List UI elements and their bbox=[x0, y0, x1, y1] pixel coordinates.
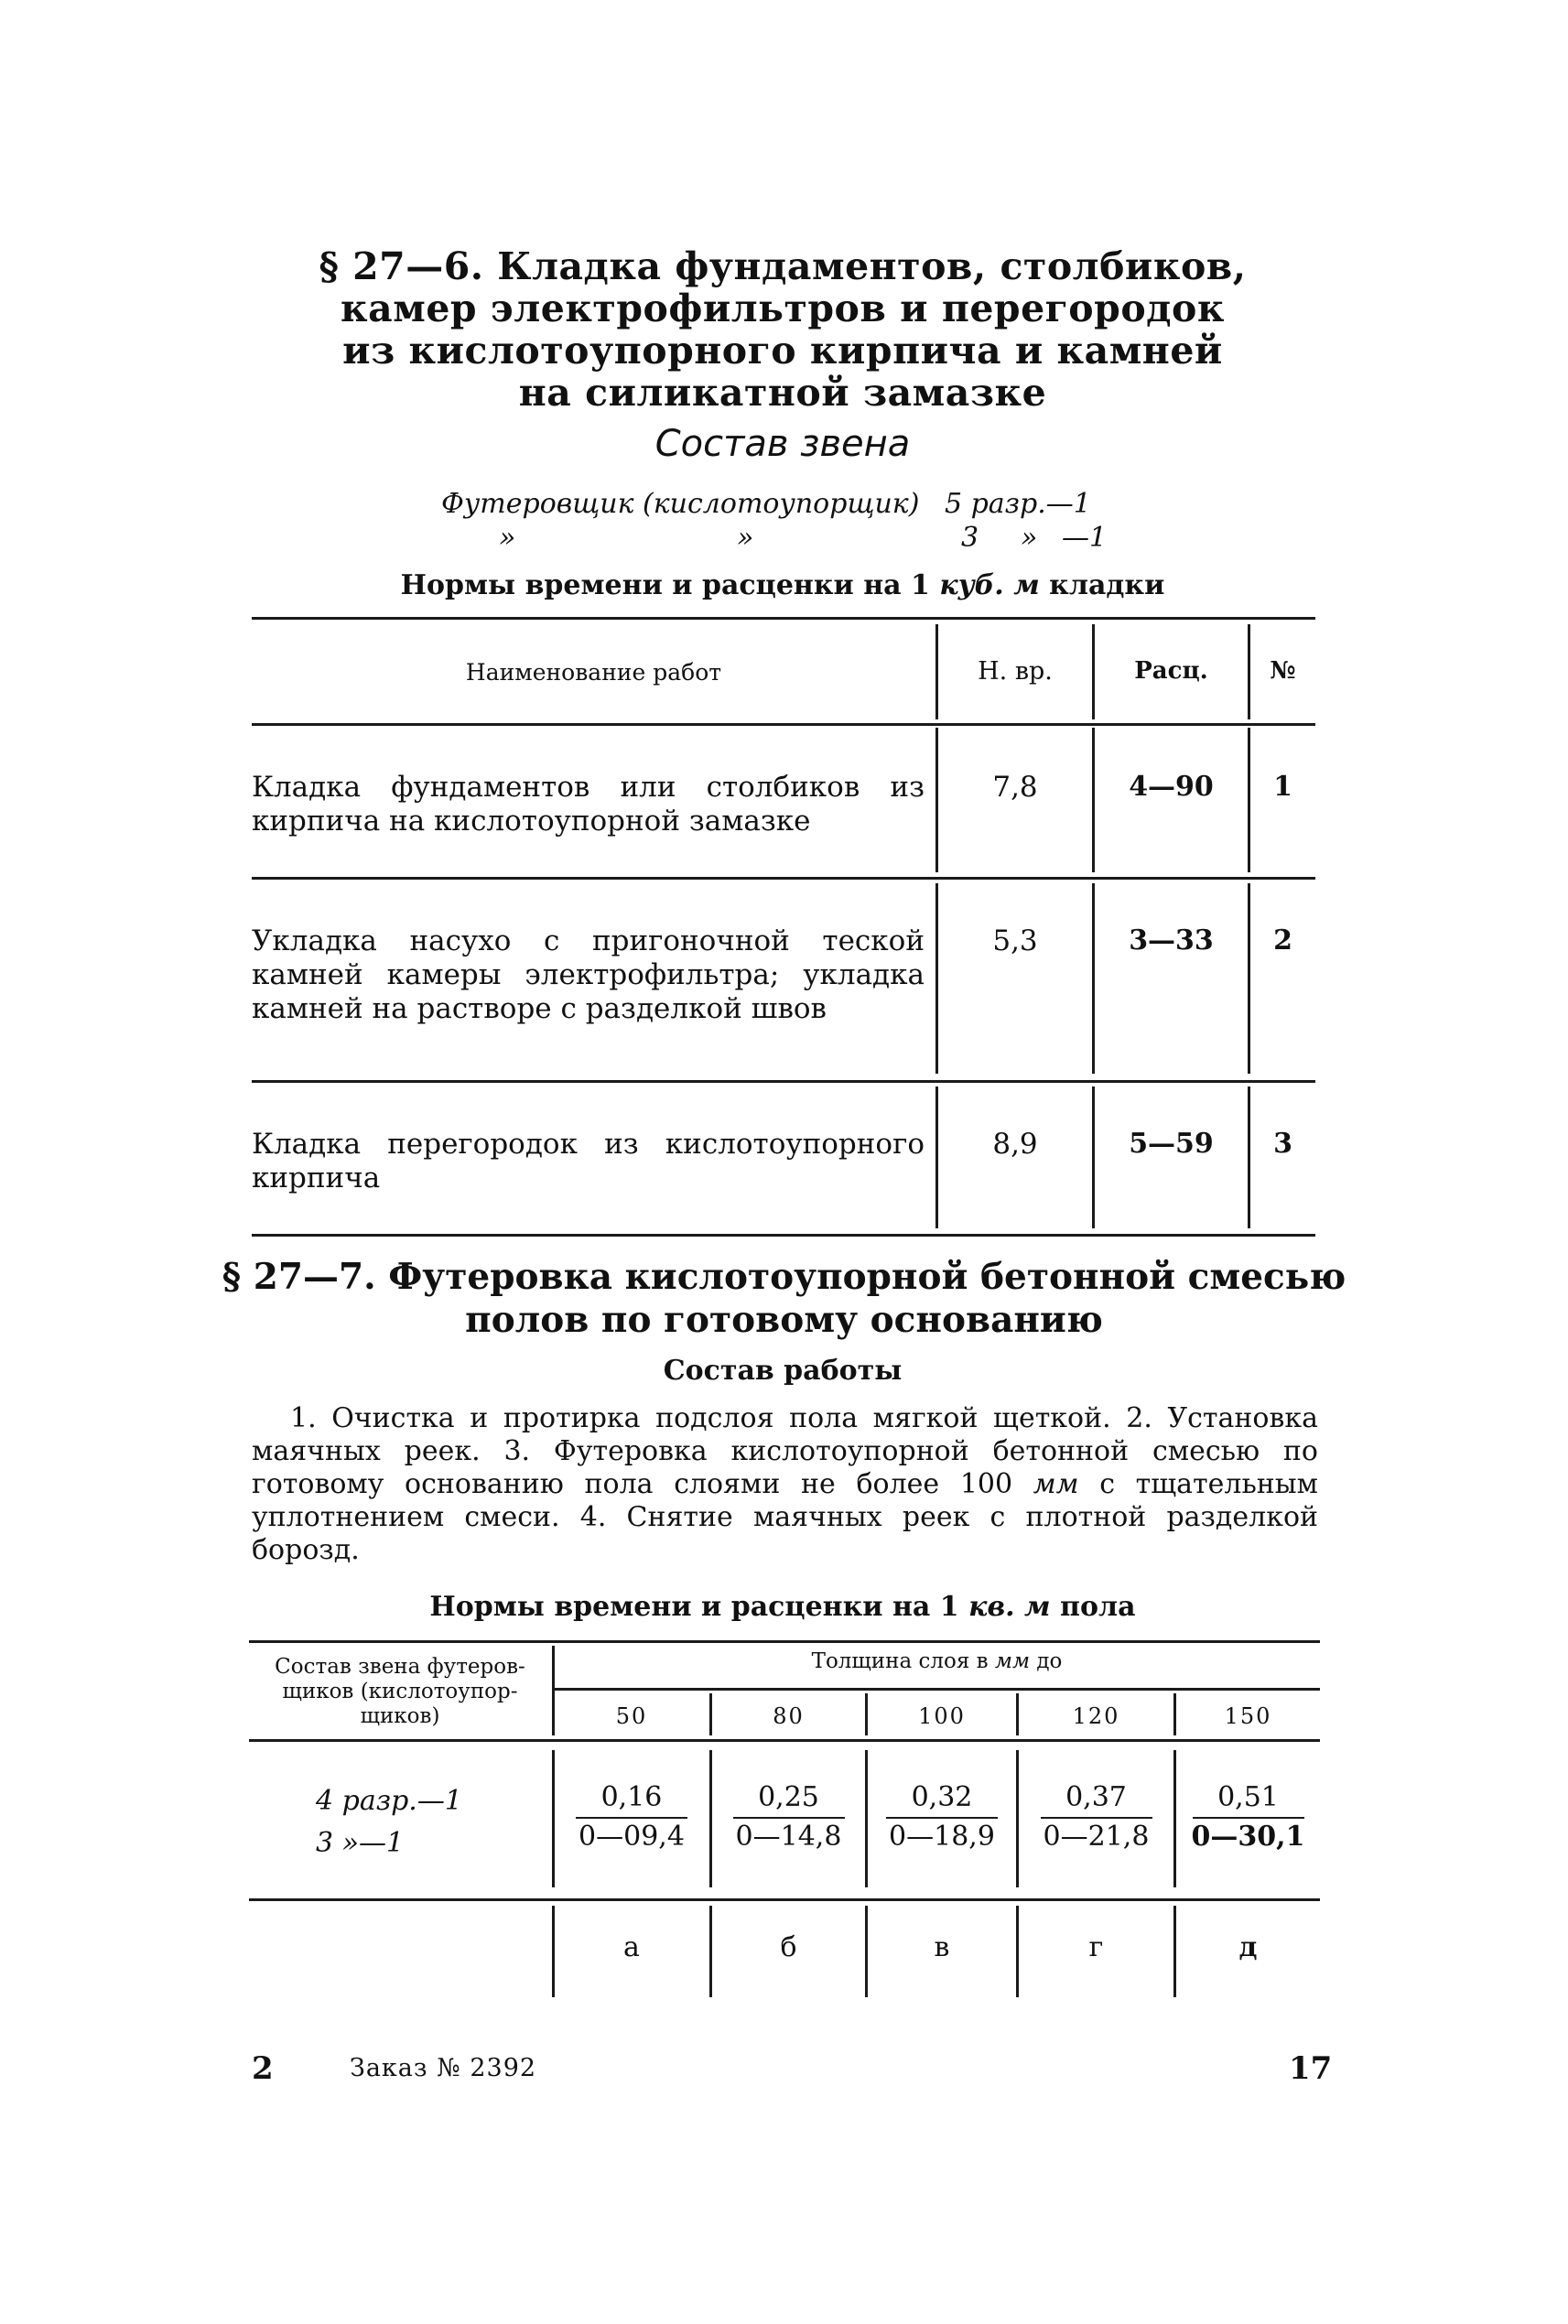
norms-unit: кв. м bbox=[968, 1591, 1051, 1623]
section-27-7-title bbox=[183, 1256, 1385, 1342]
work-description bbox=[252, 1402, 1318, 1567]
time-norm: 0,51 bbox=[1217, 1781, 1279, 1813]
rate: 0—21,8 bbox=[1043, 1821, 1150, 1853]
crew-line-2-count: —1 bbox=[1062, 522, 1108, 554]
column-header-100: 100 bbox=[918, 1703, 966, 1729]
table-rule bbox=[252, 1234, 1315, 1237]
crew-header-line: щиков (кислотоупор- bbox=[282, 1680, 518, 1703]
crew-column-header bbox=[249, 1655, 551, 1729]
header-time: Н. вр. bbox=[978, 657, 1053, 686]
time-norm: 0,37 bbox=[1065, 1781, 1127, 1813]
title-line: § 27—7. Футеровка кислотоупорной бетонной смесью bbox=[222, 1256, 1346, 1298]
rate: 0—09,4 bbox=[579, 1821, 685, 1853]
table-rule bbox=[252, 723, 1315, 726]
crew-line-2-ditto-1: » bbox=[499, 522, 516, 554]
thickness-header: Толщина слоя в мм до bbox=[811, 1649, 1063, 1673]
table-row-2-name: Укладка насухо с пригоночной теской камней камеры электрофильтра; укладка камней на растворе с разделкой швов bbox=[252, 924, 925, 1025]
title-line: полов по готовому основанию bbox=[465, 1299, 1103, 1341]
title-line: камер электрофильтров и перегородок bbox=[341, 286, 1225, 330]
crew-grade: 5 разр. bbox=[944, 488, 1046, 520]
table-row-1-time: 7,8 bbox=[992, 771, 1038, 804]
rate: 0—30,1 bbox=[1191, 1821, 1305, 1853]
crew-line-2-grade-ditto: » bbox=[1021, 522, 1038, 554]
norms-heading-2 bbox=[302, 1591, 1263, 1623]
table-row-1-name: Кладка фундаментов или столбиков из кирпича на кислотоупорной замазке bbox=[252, 771, 925, 838]
table-row-3-rate: 5—59 bbox=[1129, 1128, 1214, 1160]
time-norm: 0,32 bbox=[911, 1781, 973, 1813]
work-text-pre: 1. Очистка и протирка подслоя пола мягкой щеткой. 2. Установка маячных реек. 3. Футеровка кислотоупорной бетонной смесью по готовому основанию пола слоями не более 100 bbox=[252, 1402, 1318, 1500]
value-cell-50 bbox=[554, 1781, 709, 1853]
column-letter-a: а bbox=[623, 1931, 640, 1963]
time-norm: 0,16 bbox=[600, 1781, 663, 1813]
table-row-3-name: Кладка перегородок из кислотоупорного кирпича bbox=[252, 1128, 925, 1194]
column-header-50: 50 bbox=[615, 1703, 648, 1729]
column-header-150: 150 bbox=[1224, 1703, 1272, 1729]
table-rule bbox=[252, 877, 1315, 880]
crew-header-line: Состав звена футеров- bbox=[275, 1655, 525, 1679]
table-row-2-time: 5,3 bbox=[992, 924, 1038, 957]
table-row-3-time: 8,9 bbox=[992, 1128, 1038, 1161]
norms-post: пола bbox=[1050, 1591, 1136, 1623]
norms-heading-1 bbox=[302, 569, 1263, 601]
crew-line-2-ditto-2: » bbox=[737, 522, 754, 554]
column-header-120: 120 bbox=[1072, 1703, 1120, 1729]
column-letter-b: б bbox=[780, 1931, 797, 1963]
signature-mark: 2 bbox=[252, 2050, 274, 2087]
crew-row-1: 4 разр.—1 bbox=[316, 1785, 462, 1817]
page-number: 17 bbox=[1289, 2050, 1333, 2087]
table-row-3-number: 3 bbox=[1273, 1128, 1292, 1160]
column-letter-v: в bbox=[934, 1931, 950, 1963]
section-27-6-title bbox=[302, 245, 1263, 414]
table-row-2-rate: 3—33 bbox=[1129, 924, 1214, 957]
rate: 0—14,8 bbox=[735, 1821, 842, 1853]
time-norm: 0,25 bbox=[758, 1781, 819, 1813]
table-rule bbox=[252, 617, 1315, 620]
norms-pre: Нормы времени и расценки на 1 bbox=[429, 1591, 969, 1623]
crew-count: —1 bbox=[1045, 488, 1091, 520]
table-row-1-number: 1 bbox=[1273, 771, 1292, 803]
work-text-unit: мм bbox=[1033, 1468, 1079, 1500]
column-letter-g: г bbox=[1088, 1931, 1104, 1963]
title-line: § 27—6. Кладка фундаментов, столбиков, bbox=[319, 244, 1247, 288]
header-number: № bbox=[1270, 657, 1296, 685]
table-row-2-number: 2 bbox=[1273, 924, 1292, 957]
table-row-1-rate: 4—90 bbox=[1129, 771, 1214, 803]
value-cell-150 bbox=[1176, 1781, 1320, 1853]
norms-post: кладки bbox=[1039, 569, 1165, 601]
work-text-post: с тщательным уплотнением смеси. 4. Снятие маячных реек с плотной разделкой борозд. bbox=[252, 1468, 1319, 1566]
header-name: Наименование работ bbox=[465, 659, 722, 686]
value-cell-100 bbox=[868, 1781, 1016, 1853]
value-cell-120 bbox=[1019, 1781, 1173, 1853]
header-rate: Расц. bbox=[1134, 657, 1208, 685]
crew-header-line: щиков) bbox=[360, 1704, 440, 1728]
rate: 0—18,9 bbox=[889, 1821, 995, 1853]
norms-unit: куб. м bbox=[939, 569, 1040, 601]
value-cell-80 bbox=[712, 1781, 865, 1853]
norms-pre: Нормы времени и расценки на 1 bbox=[400, 569, 940, 601]
title-line: из кислотоупорного кирпича и камней bbox=[342, 329, 1223, 373]
title-line: на силикатной замазке bbox=[518, 371, 1047, 415]
crew-name: Футеровщик (кислотоупорщик) bbox=[441, 488, 920, 520]
crew-line-1 bbox=[441, 488, 1091, 520]
crew-heading: Состав звена bbox=[654, 423, 911, 465]
order-number: Заказ № 2392 bbox=[350, 2054, 537, 2082]
crew-line-2-grade: 3 bbox=[961, 522, 979, 554]
table-rule bbox=[252, 1080, 1315, 1083]
crew-row-2: 3 »—1 bbox=[316, 1827, 405, 1859]
column-letter-d: д bbox=[1238, 1931, 1258, 1963]
column-header-80: 80 bbox=[773, 1703, 805, 1729]
work-heading: Состав работы bbox=[663, 1355, 903, 1387]
